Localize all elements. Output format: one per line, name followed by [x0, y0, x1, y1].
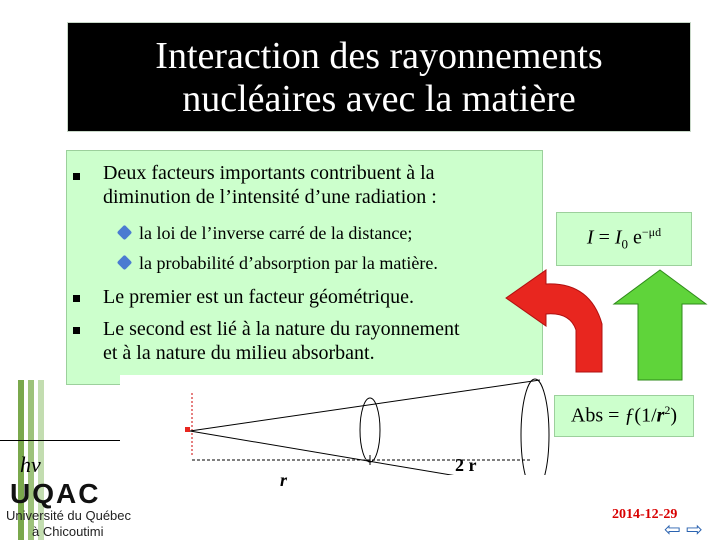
logo-subtitle-1: Université du Québec — [6, 508, 132, 523]
square-bullet-icon — [73, 327, 80, 334]
abs-formula — [555, 403, 693, 428]
slide-date: 2014-12-29 — [612, 507, 678, 522]
previous-slide-icon[interactable]: ⇦ — [664, 519, 681, 541]
hv-label: hν — [20, 452, 41, 477]
slide-title — [68, 35, 690, 121]
green-up-arrow-icon — [612, 268, 708, 382]
bullet-2: Le premier est un facteur géométrique. — [103, 286, 414, 308]
label-r: r — [280, 470, 288, 490]
abs-f: ƒ — [624, 404, 635, 427]
attenuation-formula — [557, 225, 691, 253]
formula-exponent: −μd — [641, 225, 662, 239]
sub-bullet-2: la probabilité d’absorption par la matière. — [139, 253, 438, 273]
formula-sub-0: 0 — [621, 236, 629, 252]
square-bullet-icon — [73, 173, 80, 180]
cross-section-2r — [521, 379, 549, 475]
bullet-3-line-2: et à la nature du milieu absorbant. — [103, 342, 375, 364]
square-bullet-icon — [73, 295, 80, 302]
abs-open: (1/ — [634, 404, 657, 427]
formula-exp-base: e — [628, 226, 642, 249]
title-box — [67, 22, 691, 132]
abs-close: ) — [670, 404, 678, 427]
abs-formula-box — [554, 395, 694, 437]
diamond-bullet-icon — [117, 225, 133, 241]
abs-prefix: Abs = — [570, 404, 625, 427]
label-2r: 2 r — [455, 455, 477, 475]
title-line-2: nucléaires avec la matière — [182, 78, 576, 120]
formula-I0: I — [614, 226, 622, 249]
bullet-1-line-2: diminution de l’intensité d’une radiation : — [103, 186, 437, 208]
formula-box — [556, 212, 692, 266]
cone-diagram-svg — [120, 375, 620, 475]
sub-bullet-1: la loi de l’inverse carré de la distance; — [139, 223, 413, 243]
cone-edge-top — [190, 380, 540, 431]
uqac-logo: UQAC — [10, 478, 101, 509]
formula-I: I — [586, 226, 594, 249]
abs-r: r — [656, 404, 665, 427]
abs-sup: 2 — [664, 403, 671, 417]
next-slide-icon[interactable]: ⇨ — [686, 519, 703, 541]
geometry-diagram — [120, 375, 620, 490]
source-point — [185, 427, 190, 432]
divider-line — [0, 440, 120, 441]
logo-subtitle-2: à Chicoutimi — [32, 524, 104, 539]
cone-edge-bottom — [190, 431, 540, 475]
title-line-1: Interaction des rayonnements — [155, 35, 603, 77]
bullet-3-line-1: Le second est lié à la nature du rayonnement — [103, 318, 460, 340]
formula-equals: = — [593, 226, 615, 249]
red-curved-arrow-icon — [498, 268, 610, 378]
bullet-1-line-1: Deux facteurs importants contribuent à la — [103, 162, 435, 184]
content-box — [66, 150, 543, 385]
cross-section-r — [360, 398, 380, 462]
diamond-bullet-icon — [117, 255, 133, 271]
